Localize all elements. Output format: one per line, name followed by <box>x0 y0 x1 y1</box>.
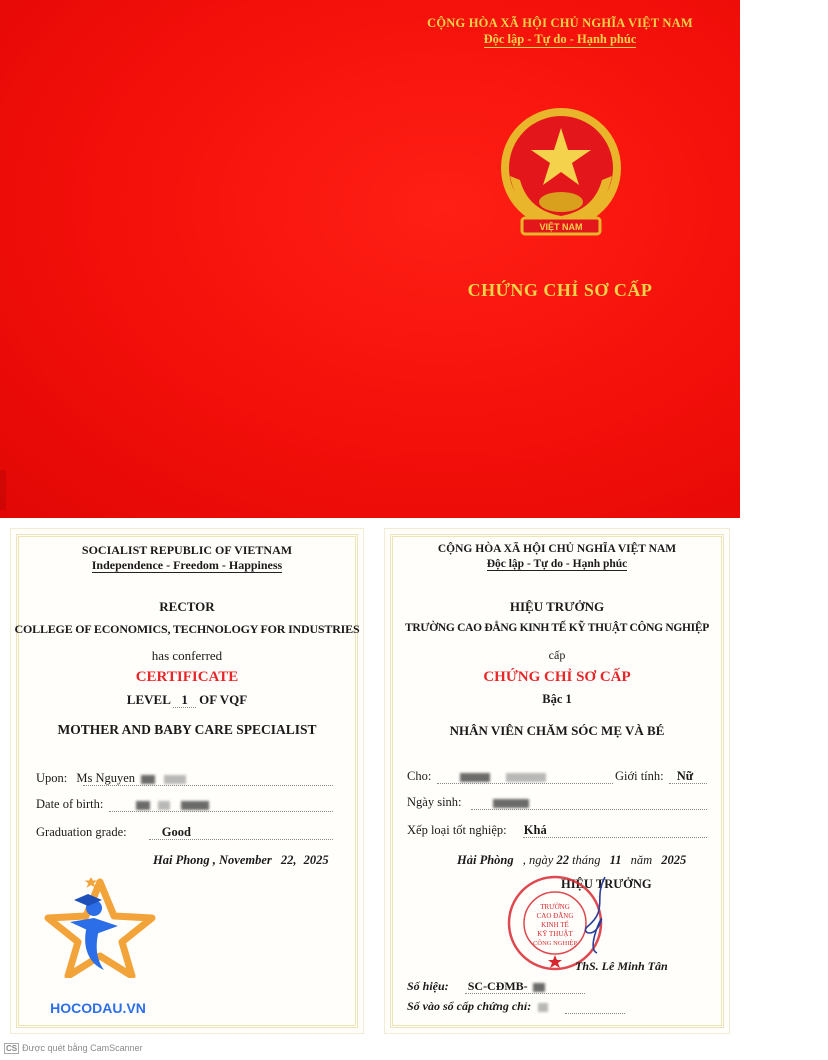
vn-place: Hải Phòng <box>457 853 514 867</box>
svg-text:TRƯỜNG: TRƯỜNG <box>540 903 570 911</box>
svg-text:KỸ THUẬT: KỸ THUẬT <box>537 930 573 938</box>
vn-month-word: tháng <box>572 853 601 867</box>
vn-gender-row <box>615 769 693 784</box>
signature-icon <box>575 869 615 959</box>
vn-dob-dots <box>471 809 707 810</box>
redaction <box>141 775 155 784</box>
redaction <box>493 799 529 808</box>
en-grade-dots <box>149 839 333 840</box>
en-grade-value: Good <box>161 825 191 839</box>
redaction <box>533 983 545 992</box>
vn-year: 2025 <box>661 853 687 867</box>
vn-day-word: , ngày <box>522 853 554 867</box>
vn-motto <box>385 558 729 570</box>
vn-grade-dots <box>523 837 707 838</box>
vn-grade-row <box>407 823 547 838</box>
vn-gender-value: Nữ <box>676 769 694 783</box>
vn-serial-dots <box>465 993 585 994</box>
vn-grade-value: Khá <box>523 823 547 837</box>
vn-signer-title: HIỆU TRƯỞNG <box>561 877 652 891</box>
vn-certificate-title: CHỨNG CHỈ SƠ CẤP <box>483 669 631 685</box>
en-college: COLLEGE OF ECONOMICS, TECHNOLOGY FOR INDUSTRIES <box>14 622 360 636</box>
en-dob-row <box>36 797 209 812</box>
redaction <box>538 1003 548 1012</box>
redaction <box>158 801 170 810</box>
vn-rector: HIỆU TRƯỞNG <box>509 599 605 614</box>
vn-signer-name: ThS. Lê Minh Tân <box>575 959 668 973</box>
vn-month: 11 <box>609 853 622 867</box>
en-month: November <box>219 853 272 867</box>
en-grade-label: Graduation grade: <box>36 825 127 839</box>
vn-dob-row <box>407 795 529 810</box>
vn-nation-name: CỘNG HÒA XÃ HỘI CHỦ NGHĨA VIỆT NAM <box>437 543 677 555</box>
en-rector: RECTOR <box>159 599 215 614</box>
vn-level: Bậc 1 <box>542 692 572 706</box>
vn-year-word: năm <box>630 853 653 867</box>
vn-to-row <box>407 769 546 784</box>
en-certificate-title: CERTIFICATE <box>135 669 239 685</box>
vn-register-label: Số vào sổ cấp chứng chỉ: <box>407 999 532 1013</box>
vn-serial-label: Số hiệu: <box>407 979 449 993</box>
vietnamese-certificate-panel <box>384 528 730 1034</box>
vn-day: 22 <box>556 853 569 867</box>
en-level-suffix: OF VQF <box>199 692 248 707</box>
vn-grade-label: Xếp loại tốt nghiệp: <box>407 823 507 837</box>
svg-text:CÔNG NGHIỆP: CÔNG NGHIỆP <box>533 940 577 947</box>
vn-grants: cấp <box>548 648 566 662</box>
vn-register-row <box>407 999 548 1014</box>
vn-to-label: Cho: <box>407 769 432 783</box>
vn-to-dots <box>437 783 613 784</box>
en-dob-dots <box>109 811 333 812</box>
vn-date-line <box>457 853 686 868</box>
en-upon-value: Ms Nguyen <box>76 771 136 785</box>
cover-edge-shadow <box>0 470 6 510</box>
vn-motto-text: Độc lập - Tự do - Hạnh phúc <box>486 558 628 570</box>
en-day: 22, <box>280 853 297 867</box>
en-level-label: LEVEL <box>126 692 171 707</box>
en-conferred: has conferred <box>151 648 223 663</box>
en-upon-label: Upon: <box>36 771 68 785</box>
vn-serial-value: SC-CĐMB- <box>467 979 528 993</box>
vn-specialty: NHÂN VIÊN CHĂM SÓC MẸ VÀ BÉ <box>449 723 665 738</box>
redaction <box>460 773 490 782</box>
redaction <box>136 801 150 810</box>
vn-dob-label: Ngày sinh: <box>407 795 462 809</box>
en-date-line: Hai Phong , November 22, 2025 <box>153 853 329 867</box>
cover-title: CHỨNG CHỈ SƠ CẤP <box>467 280 653 300</box>
redaction <box>164 775 186 784</box>
en-nation-name: SOCIALIST REPUBLIC OF VIETNAM <box>81 543 293 557</box>
cover-motto-text: Độc lập - Tự do - Hạnh phúc <box>483 32 637 46</box>
camscanner-badge: CS <box>6 1044 18 1053</box>
cover-motto <box>400 32 720 47</box>
vn-gender-label: Giới tính: <box>615 769 664 783</box>
en-level-line <box>11 692 363 708</box>
hocodau-logo-icon <box>30 878 160 978</box>
cover-nation-name: CỘNG HÒA XÃ HỘI CHỦ NGHĨA VIỆT NAM <box>427 16 693 30</box>
certificate-cover <box>0 0 740 518</box>
en-motto <box>11 558 363 573</box>
en-place: Hai Phong <box>153 853 210 867</box>
en-level-value: 1 <box>173 692 196 708</box>
en-upon-dots <box>83 785 333 786</box>
vn-gender-dots <box>669 783 707 784</box>
redaction <box>181 801 209 810</box>
emblem-label: VIỆT NAM <box>539 222 583 232</box>
svg-text:KINH TẾ: KINH TẾ <box>541 921 569 929</box>
redaction <box>506 773 546 782</box>
vn-register-dots <box>565 1013 625 1014</box>
camscanner-footer <box>4 1043 143 1053</box>
en-dob-label: Date of birth: <box>36 797 104 811</box>
vn-serial-row <box>407 979 545 994</box>
en-grade-row <box>36 825 191 840</box>
vn-college: TRƯỜNG CAO ĐẲNG KINH TẾ KỸ THUẬT CÔNG NGHIỆP <box>405 622 709 634</box>
en-upon-row <box>36 771 186 786</box>
hocodau-logo-text: HOCODAU.VN <box>50 1000 146 1016</box>
en-specialty: MOTHER AND BABY CARE SPECIALIST <box>57 722 317 737</box>
svg-text:CAO ĐẲNG: CAO ĐẲNG <box>536 912 574 920</box>
en-year: 2025 <box>303 853 329 867</box>
en-motto-text: Independence - Freedom - Happiness <box>91 558 283 572</box>
camscanner-text: Được quét bằng CamScanner <box>22 1043 143 1053</box>
national-emblem-icon <box>492 106 630 246</box>
